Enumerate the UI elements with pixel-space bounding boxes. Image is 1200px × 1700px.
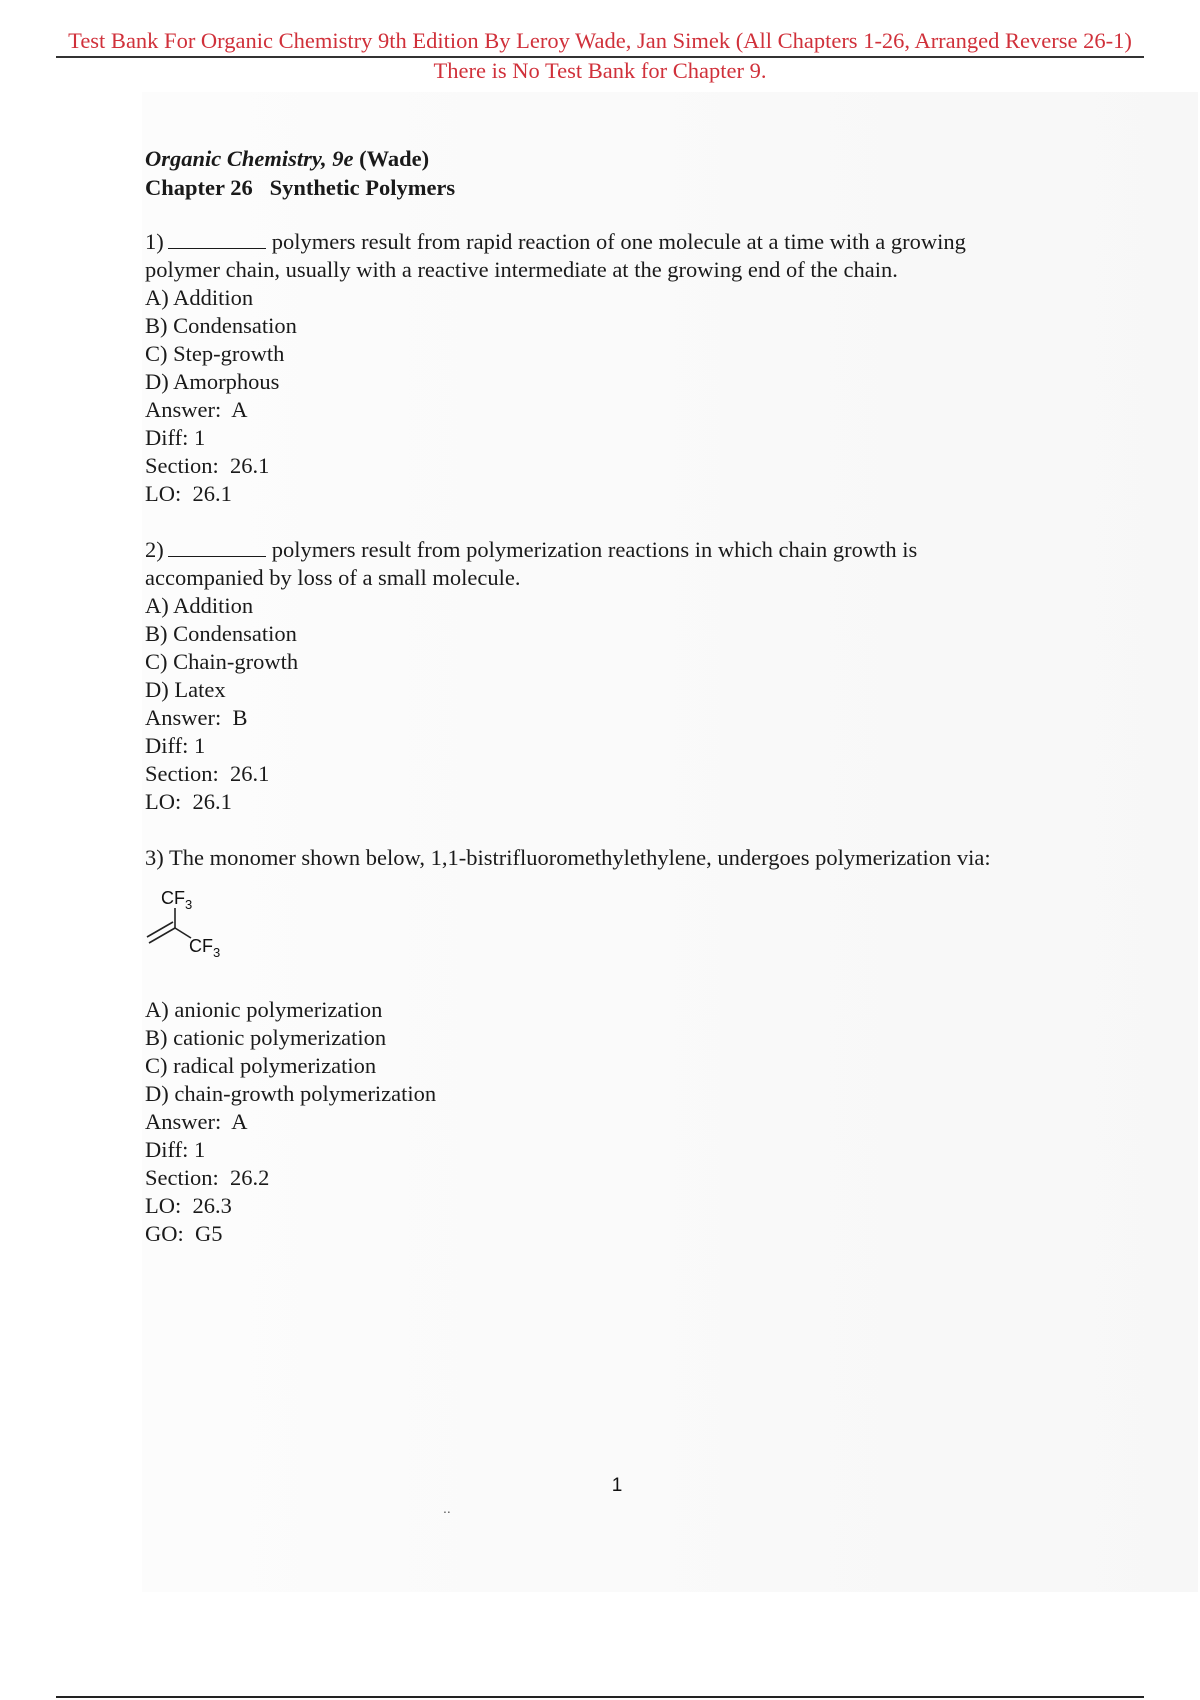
option-b: B) cationic polymerization bbox=[145, 1025, 387, 1050]
answer-blank bbox=[168, 538, 266, 557]
title-block bbox=[145, 144, 1145, 202]
answer: Answer: A bbox=[145, 1109, 248, 1134]
question-1 bbox=[145, 228, 1145, 508]
option-d: D) Latex bbox=[145, 677, 226, 702]
svg-text:CF3 bbox=[189, 936, 220, 960]
option-c: C) Chain-growth bbox=[145, 649, 299, 674]
question-number: 3) bbox=[145, 845, 164, 870]
book-title-author: (Wade) bbox=[353, 146, 430, 171]
header-divider bbox=[56, 56, 1144, 58]
question-stem-line1: The monomer shown below, 1,1-bistrifluoromethylethylene, undergoes polymerization via: bbox=[168, 845, 991, 870]
learning-objective: LO: 26.1 bbox=[145, 789, 232, 814]
question-number: 2) bbox=[145, 537, 164, 562]
difficulty: Diff: 1 bbox=[145, 1137, 206, 1162]
option-c: C) radical polymerization bbox=[145, 1053, 377, 1078]
question-stem-line2: polymer chain, usually with a reactive intermediate at the growing end of the chain. bbox=[145, 257, 898, 282]
question-3 bbox=[145, 844, 1145, 1248]
learning-objective: LO: 26.1 bbox=[145, 481, 232, 506]
book-title bbox=[145, 144, 1145, 173]
book-title-italic: Organic Chemistry, 9e bbox=[145, 146, 354, 171]
learning-objective: LO: 26.3 bbox=[145, 1193, 232, 1218]
global-outcome: GO: G5 bbox=[145, 1221, 223, 1246]
header-title: Test Bank For Organic Chemistry 9th Edition By Leroy Wade, Jan Simek (All Chapters 1-26, Arranged Reverse 26-1) bbox=[68, 28, 1132, 53]
option-d: D) Amorphous bbox=[145, 369, 280, 394]
monomer-structure-drawing bbox=[145, 876, 265, 986]
option-a: A) anionic polymerization bbox=[145, 997, 383, 1022]
difficulty: Diff: 1 bbox=[145, 733, 206, 758]
header-note: There is No Test Bank for Chapter 9. bbox=[433, 58, 767, 83]
footer-divider bbox=[56, 1696, 1144, 1698]
option-a: A) Addition bbox=[145, 285, 254, 310]
question-stem bbox=[145, 228, 1145, 256]
cf3-bottom-label: CF bbox=[189, 936, 213, 956]
answer: Answer: A bbox=[145, 397, 248, 422]
section: Section: 26.2 bbox=[145, 1165, 270, 1190]
question-stem-line1: polymers result from rapid reaction of one molecule at a time with a growing bbox=[271, 229, 966, 254]
difficulty: Diff: 1 bbox=[145, 425, 206, 450]
option-b: B) Condensation bbox=[145, 313, 297, 338]
section: Section: 26.1 bbox=[145, 761, 270, 786]
footer-dots: .. bbox=[443, 1500, 451, 1516]
question-stem-line2: accompanied by loss of a small molecule. bbox=[145, 565, 521, 590]
page-content bbox=[145, 144, 1145, 1276]
option-a: A) Addition bbox=[145, 593, 254, 618]
svg-text:CF3 bbox=[161, 888, 192, 912]
option-d: D) chain-growth polymerization bbox=[145, 1081, 437, 1106]
question-stem bbox=[145, 844, 1145, 872]
answer-blank bbox=[168, 230, 266, 249]
answer: Answer: B bbox=[145, 705, 248, 730]
cf3-bottom-subscript: 3 bbox=[213, 945, 221, 960]
option-c: C) Step-growth bbox=[145, 341, 285, 366]
monomer-structure bbox=[145, 876, 1145, 996]
question-stem bbox=[145, 536, 1145, 564]
question-number: 1) bbox=[145, 229, 164, 254]
cf3-top-label: CF bbox=[161, 888, 185, 908]
cf3-top-subscript: 3 bbox=[185, 897, 193, 912]
option-b: B) Condensation bbox=[145, 621, 297, 646]
chapter-title: Chapter 26 Synthetic Polymers bbox=[145, 175, 456, 200]
question-stem-line1: polymers result from polymerization reactions in which chain growth is bbox=[271, 537, 918, 562]
page-number: 1 bbox=[611, 1475, 623, 1496]
question-2 bbox=[145, 536, 1145, 816]
section: Section: 26.1 bbox=[145, 453, 270, 478]
